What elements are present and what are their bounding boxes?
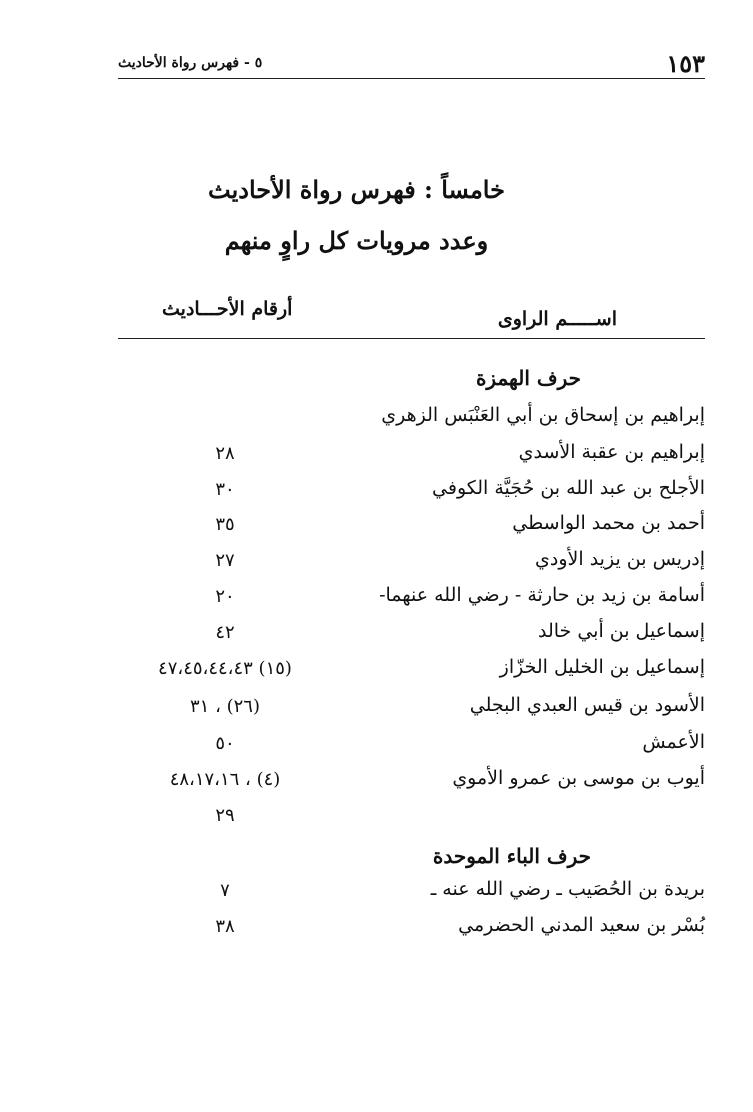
hadith-numbers: (٢٦) ، ٣١ xyxy=(190,696,260,717)
index-entry xyxy=(100,694,705,730)
index-entry xyxy=(100,803,705,839)
narrator-name: بُسْر بن سعيد المدني الحضرمي xyxy=(458,914,705,936)
column-headers xyxy=(118,292,705,339)
hadith-numbers: ٥٠ xyxy=(215,733,235,754)
section-heading-hamza: حرف الهمزة xyxy=(475,366,581,390)
hadith-numbers: ٧ xyxy=(220,880,230,901)
index-entry xyxy=(100,731,705,767)
narrator-name: إبراهيم بن عقبة الأسدي xyxy=(518,441,705,463)
index-entry xyxy=(100,404,705,440)
narrator-name: أيوب بن موسى بن عمرو الأموي xyxy=(452,767,705,789)
narrator-name: إسماعيل بن أبي خالد xyxy=(537,620,705,642)
running-title: ٥ - فهرس رواة الأحاديث xyxy=(118,55,263,71)
index-entry xyxy=(100,512,705,548)
index-entry xyxy=(100,477,705,513)
narrator-name: بريدة بن الحُصَيب ـ رضي الله عنه ـ xyxy=(430,878,705,900)
index-entry xyxy=(100,656,705,692)
column-header-narrator: اســـــم الراوى xyxy=(497,308,617,330)
narrator-name: أسامة بن زيد بن حارثة - رضي الله عنهما- xyxy=(379,584,705,606)
column-header-hadith-numbers: أرقام الأحـــاديث xyxy=(162,298,293,320)
hadith-numbers: (١٥) ٤٧،٤٥،٤٤،٤٣ xyxy=(158,658,292,679)
hadith-numbers: ٢٨ xyxy=(215,443,235,464)
hadith-numbers: ٤٢ xyxy=(215,622,235,643)
narrator-name: الأجلح بن عبد الله بن حُجَيَّة الكوفي xyxy=(432,477,705,499)
narrator-name: إدريس بن يزيد الأودي xyxy=(535,548,705,570)
narrator-name: الأعمش xyxy=(642,731,705,753)
index-entry xyxy=(100,878,705,914)
hadith-numbers: ٢٠ xyxy=(215,586,235,607)
index-entry xyxy=(100,441,705,477)
hadith-numbers: ٢٩ xyxy=(215,805,235,826)
hadith-numbers: ٣٠ xyxy=(215,479,235,500)
index-entry xyxy=(100,584,705,620)
hadith-numbers: ٣٥ xyxy=(215,514,235,535)
index-entry xyxy=(100,767,705,803)
running-header xyxy=(118,48,705,79)
narrator-name: إبراهيم بن إسحاق بن أبي العَنْبَس الزهري xyxy=(381,404,705,426)
narrator-name: أحمد بن محمد الواسطي xyxy=(512,512,705,534)
page-title: خامساً : فهرس رواة الأحاديث xyxy=(208,175,505,204)
page-number: ١٥٣ xyxy=(666,48,705,78)
section-heading-ba: حرف الباء الموحدة xyxy=(432,844,591,868)
narrator-name: إسماعيل بن الخليل الخزّاز xyxy=(499,656,705,678)
index-entry xyxy=(100,548,705,584)
index-entry xyxy=(100,914,705,950)
hadith-numbers: (٤) ، ٤٨،١٧،١٦ xyxy=(169,769,281,790)
hadith-numbers: ٣٨ xyxy=(215,916,235,937)
page-subtitle: وعدد مرويات كل راوٍ منهم xyxy=(224,226,489,255)
index-entry xyxy=(100,620,705,656)
hadith-numbers: ٢٧ xyxy=(215,550,235,571)
narrator-name: الأسود بن قيس العبدي البجلي xyxy=(469,694,705,716)
